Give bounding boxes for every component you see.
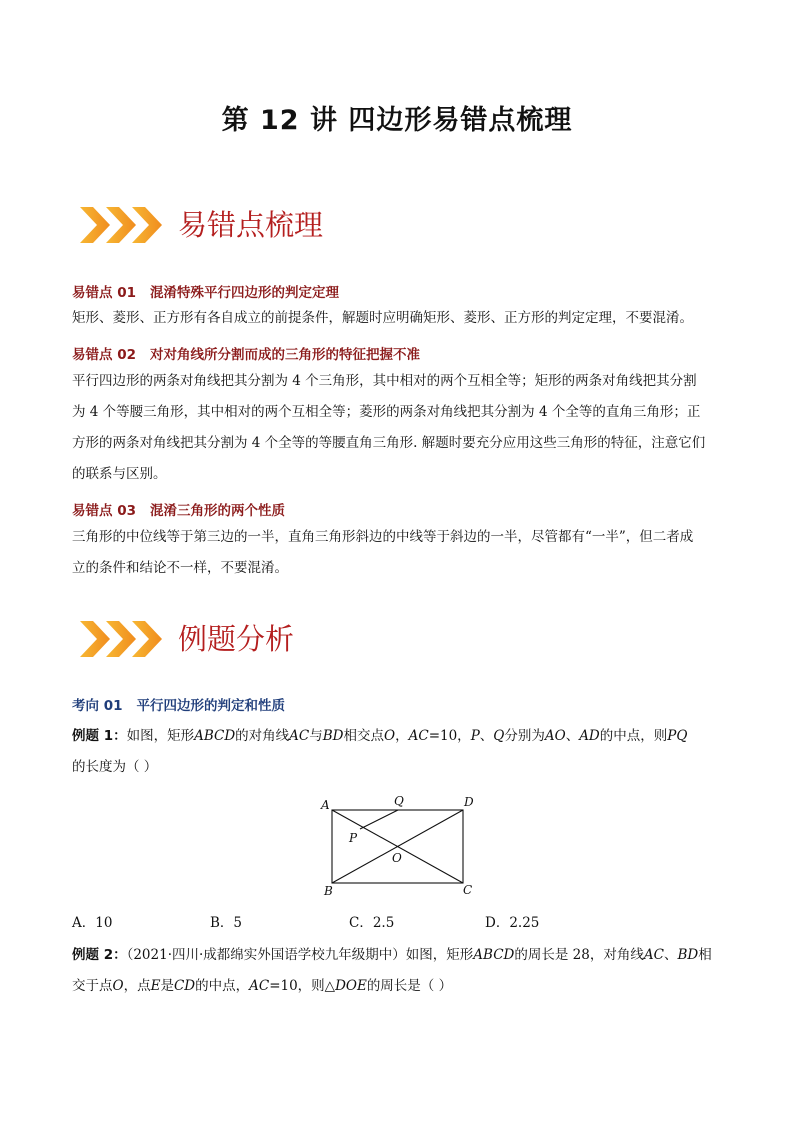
label-q: Q [394,794,404,808]
example-1-line-2: 的长度为（ ） [72,759,158,775]
label-d: D [464,795,474,809]
example-2-line-2: 交于点O，点E是CD的中点，AC=10，则△DOE的周长是（ ） [72,978,453,994]
tip-title: 混淆三角形的两个性质 [150,503,285,519]
direction-label: 考向 01 [72,698,123,714]
segment-pq [360,810,398,829]
tip-title: 对对角线所分割而成的三角形的特征把握不准 [150,347,420,363]
example-1 [72,721,722,783]
tip-header-02 [72,343,420,363]
text-line: 立的条件和结论不一样，不要混淆。 [72,560,288,576]
tip-text-03 [72,522,722,584]
option-a[interactable]: A．10 [72,915,113,931]
section-title-summary: 易错点梳理 [178,208,324,242]
label-b: B [324,884,333,898]
option-d[interactable]: D．2.25 [485,915,540,931]
tip-title: 混淆特殊平行四边形的判定定理 [150,285,339,301]
example-2-line-1: 例题 2：（2021·四川·成都绵实外国语学校九年级期中）如图，矩形ABCD的周长是 28，对角线AC、BD相 [72,947,712,963]
tip-label: 易错点 03 [72,503,136,519]
text-line: 平行四边形的两条对角线把其分割为 4 个三角形，其中相对的两个互相全等；矩形的两条对角线把其分割 [72,373,697,389]
text-line: 为 4 个等腰三角形，其中相对的两个互相全等；菱形的两条对角线把其分割为 4 个全等的直角三角形；正 [72,404,701,420]
direction-title: 平行四边形的判定和性质 [136,698,285,714]
text-line: 方形的两条对角线把其分割为 4 个全等的等腰直角三角形. 解题时要充分应用这些三角形的特征，注意它们 [72,435,706,451]
label-a: A [321,798,330,812]
text-line: 的联系与区别。 [72,466,167,482]
tip-header-01 [72,281,339,301]
example-2 [72,940,722,1002]
section-title-examples: 例题分析 [178,622,295,656]
tip-text-02 [72,366,722,490]
tip-header-03 [72,499,285,519]
chevrons-icon [80,621,164,657]
tip-label: 易错点 02 [72,347,136,363]
option-b[interactable]: B．5 [210,915,243,931]
direction-header [72,694,285,714]
option-c[interactable]: C．2.5 [349,915,395,931]
page-title: 第 12 讲 四边形易错点梳理 [221,105,573,136]
rectangle-figure [318,793,478,898]
text-line: 三角形的中位线等于第三边的一半，直角三角形斜边的中线等于斜边的一半，尽管都有“一半”，但二者成 [72,529,694,545]
example-1-line-1: 例题 1：如图，矩形ABCD的对角线AC与BD相交点O，AC=10，P、Q分别为AO、AD的中点，则PQ [72,728,688,744]
label-p: P [349,831,358,845]
tip-text-01: 矩形、菱形、正方形有各自成立的前提条件，解题时应明确矩形、菱形、正方形的判定定理，不要混淆。 [72,310,693,326]
label-c: C [463,883,473,897]
label-o: O [392,851,402,865]
chevrons-icon [80,207,164,243]
tip-label: 易错点 01 [72,285,136,301]
